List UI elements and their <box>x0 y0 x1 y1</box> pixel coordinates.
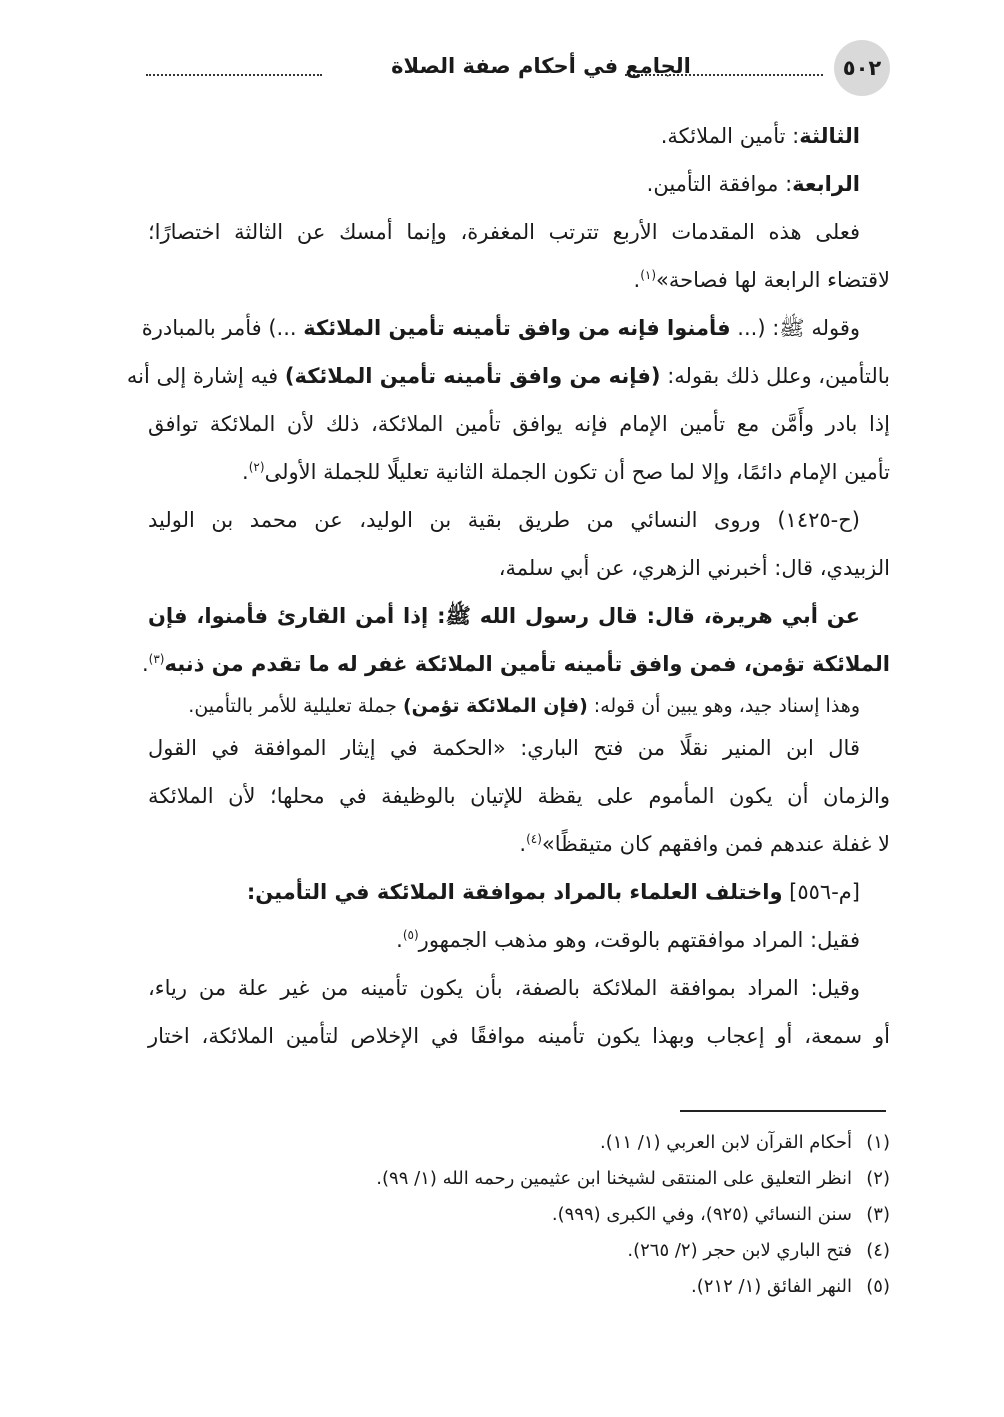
footnote-number: (٢) <box>866 1168 890 1189</box>
text-run: . <box>141 652 149 676</box>
footnote-number: (٥) <box>866 1276 890 1297</box>
text-run: لا غفلة عندهم فمن وافقهم كان متيقظًا» <box>541 832 890 856</box>
text-line: والزمان أن يكون المأموم على يقظة للإتيان بالوظيفة في محلها؛ لأن الملائكة <box>148 784 890 808</box>
text-run: وقوله ﷺ: (... <box>730 316 860 340</box>
text-run: تأمين الإمام دائمًا، وإلا لما صح أن تكون الجملة الثانية تعليلًا للجملة الأولى <box>264 460 890 484</box>
section-heading <box>148 868 890 916</box>
text-line: (ح-١٤٢٥) وروى النسائي من طريق بقية بن الوليد، عن محمد بن الوليد <box>148 508 860 532</box>
footnote-ref: (٥) <box>402 928 419 942</box>
heading-text: واختلف العلماء بالمراد بموافقة الملائكة في التأمين: <box>246 880 783 904</box>
footnote-ref: (٢) <box>248 460 265 474</box>
footnote-ref: (١) <box>640 268 657 282</box>
text-run: فقيل: المراد موافقتهم بالوقت، وهو مذهب الجمهور <box>418 928 860 952</box>
text-line: وقيل: المراد بموافقة الملائكة بالصفة، بأن يكون تأمينه من غير علة من رياء، <box>148 976 860 1000</box>
footnote-text: انظر التعليق على المنتقى لشيخنا ابن عثيمين رحمه الله (١/ ٩٩). <box>376 1168 852 1189</box>
text-run: . <box>519 832 527 856</box>
footnote <box>148 1161 890 1197</box>
text-run: . <box>633 268 641 292</box>
text-line <box>148 160 890 208</box>
hadith-quote: (فإنه من وافق تأمينه تأمين الملائكة) <box>284 364 661 388</box>
text-line <box>141 304 890 352</box>
footnote <box>148 1125 890 1161</box>
text-line: أو سمعة، أو إعجاب وبهذا يكون تأمينه موافقًا في الإخلاص لتأمين الملائكة، اختار <box>148 1024 890 1048</box>
text-line <box>148 112 890 160</box>
item-label: الثالثة <box>799 124 860 148</box>
item-label: الرابعة <box>792 172 860 196</box>
footnote-number: (١) <box>866 1132 890 1153</box>
footnote <box>148 1233 890 1269</box>
footnote <box>148 1269 890 1305</box>
text-line <box>148 256 890 304</box>
text-line <box>148 592 890 640</box>
text-run: فيه إشارة إلى أنه <box>126 364 285 388</box>
hadith-quote: (فإن الملائكة تؤمن) <box>402 695 588 717</box>
text-run: : موافقة التأمين. <box>646 172 793 196</box>
main-text <box>126 112 890 1060</box>
text-line <box>148 688 890 724</box>
text-run: بالتأمين، وعلل ذلك بقوله: <box>660 364 890 388</box>
footnote-number: (٤) <box>866 1240 890 1261</box>
text-line: إذا بادر وأَمَّن مع تأمين الإمام فإنه يوافق تأمين الملائكة، ذلك لأن الملائكة توافق <box>148 412 890 436</box>
text-line: الزبيدي، قال: أخبرني الزهري، عن أبي سلمة، <box>498 556 890 580</box>
issue-number: [م-٥٥٦] <box>782 880 860 904</box>
text-line <box>126 352 890 400</box>
text-run: لاقتضاء الرابعة لها فصاحة» <box>656 268 890 292</box>
text-line <box>148 916 890 964</box>
hadith-text: الملائكة تؤمن، فمن وافق تأمينه تأمين الملائكة غفر له ما تقدم من ذنبه <box>164 652 890 676</box>
text-line: فعلى هذه المقدمات الأربع تترتب المغفرة، وإنما أمسك عن الثالثة اختصارًا؛ <box>148 220 860 244</box>
text-line <box>148 820 890 868</box>
footnote-ref: (٣) <box>148 652 165 666</box>
text-line: قال ابن المنير نقلًا من فتح الباري: «الحكمة في إيثار الموافقة في القول <box>148 736 860 760</box>
footnote-ref: (٤) <box>526 832 542 846</box>
footnote-text: أحكام القرآن لابن العربي (١/ ١١). <box>599 1132 852 1153</box>
footnote-separator <box>680 1110 886 1112</box>
text-run: وهذا إسناد جيد، وهو يبين أن قوله: <box>587 695 860 717</box>
text-run: ...) فأمر بالمبادرة <box>141 316 304 340</box>
hadith-text: عن أبي هريرة، قال: قال رسول الله ﷺ: إذا أمن القارئ فأمنوا، فإن <box>148 604 860 628</box>
text-line <box>141 640 890 688</box>
text-run: جملة تعليلية للأمر بالتأمين. <box>188 695 403 717</box>
header-dotted-rule <box>146 74 322 76</box>
text-run: . <box>396 928 403 952</box>
hadith-quote: فأمنوا فإنه من وافق تأمينه تأمين الملائكة <box>303 316 731 340</box>
footnote-text: سنن النسائي (٩٢٥)، وفي الكبرى (٩٩٩). <box>551 1204 852 1225</box>
text-run: : تأمين الملائكة. <box>660 124 800 148</box>
text-line <box>148 448 890 496</box>
page-number: ٥٠٢ <box>834 40 890 96</box>
text-run: . <box>242 460 249 484</box>
footnote-text: فتح الباري لابن حجر (٢/ ٢٦٥). <box>627 1240 852 1261</box>
footnote-text: النهر الفائق (١/ ٢١٢). <box>691 1276 852 1297</box>
footnote-number: (٣) <box>866 1204 890 1225</box>
footnotes <box>148 1125 890 1305</box>
book-title: الجامع في أحكام صفة الصلاة <box>391 54 691 78</box>
footnote <box>148 1197 890 1233</box>
